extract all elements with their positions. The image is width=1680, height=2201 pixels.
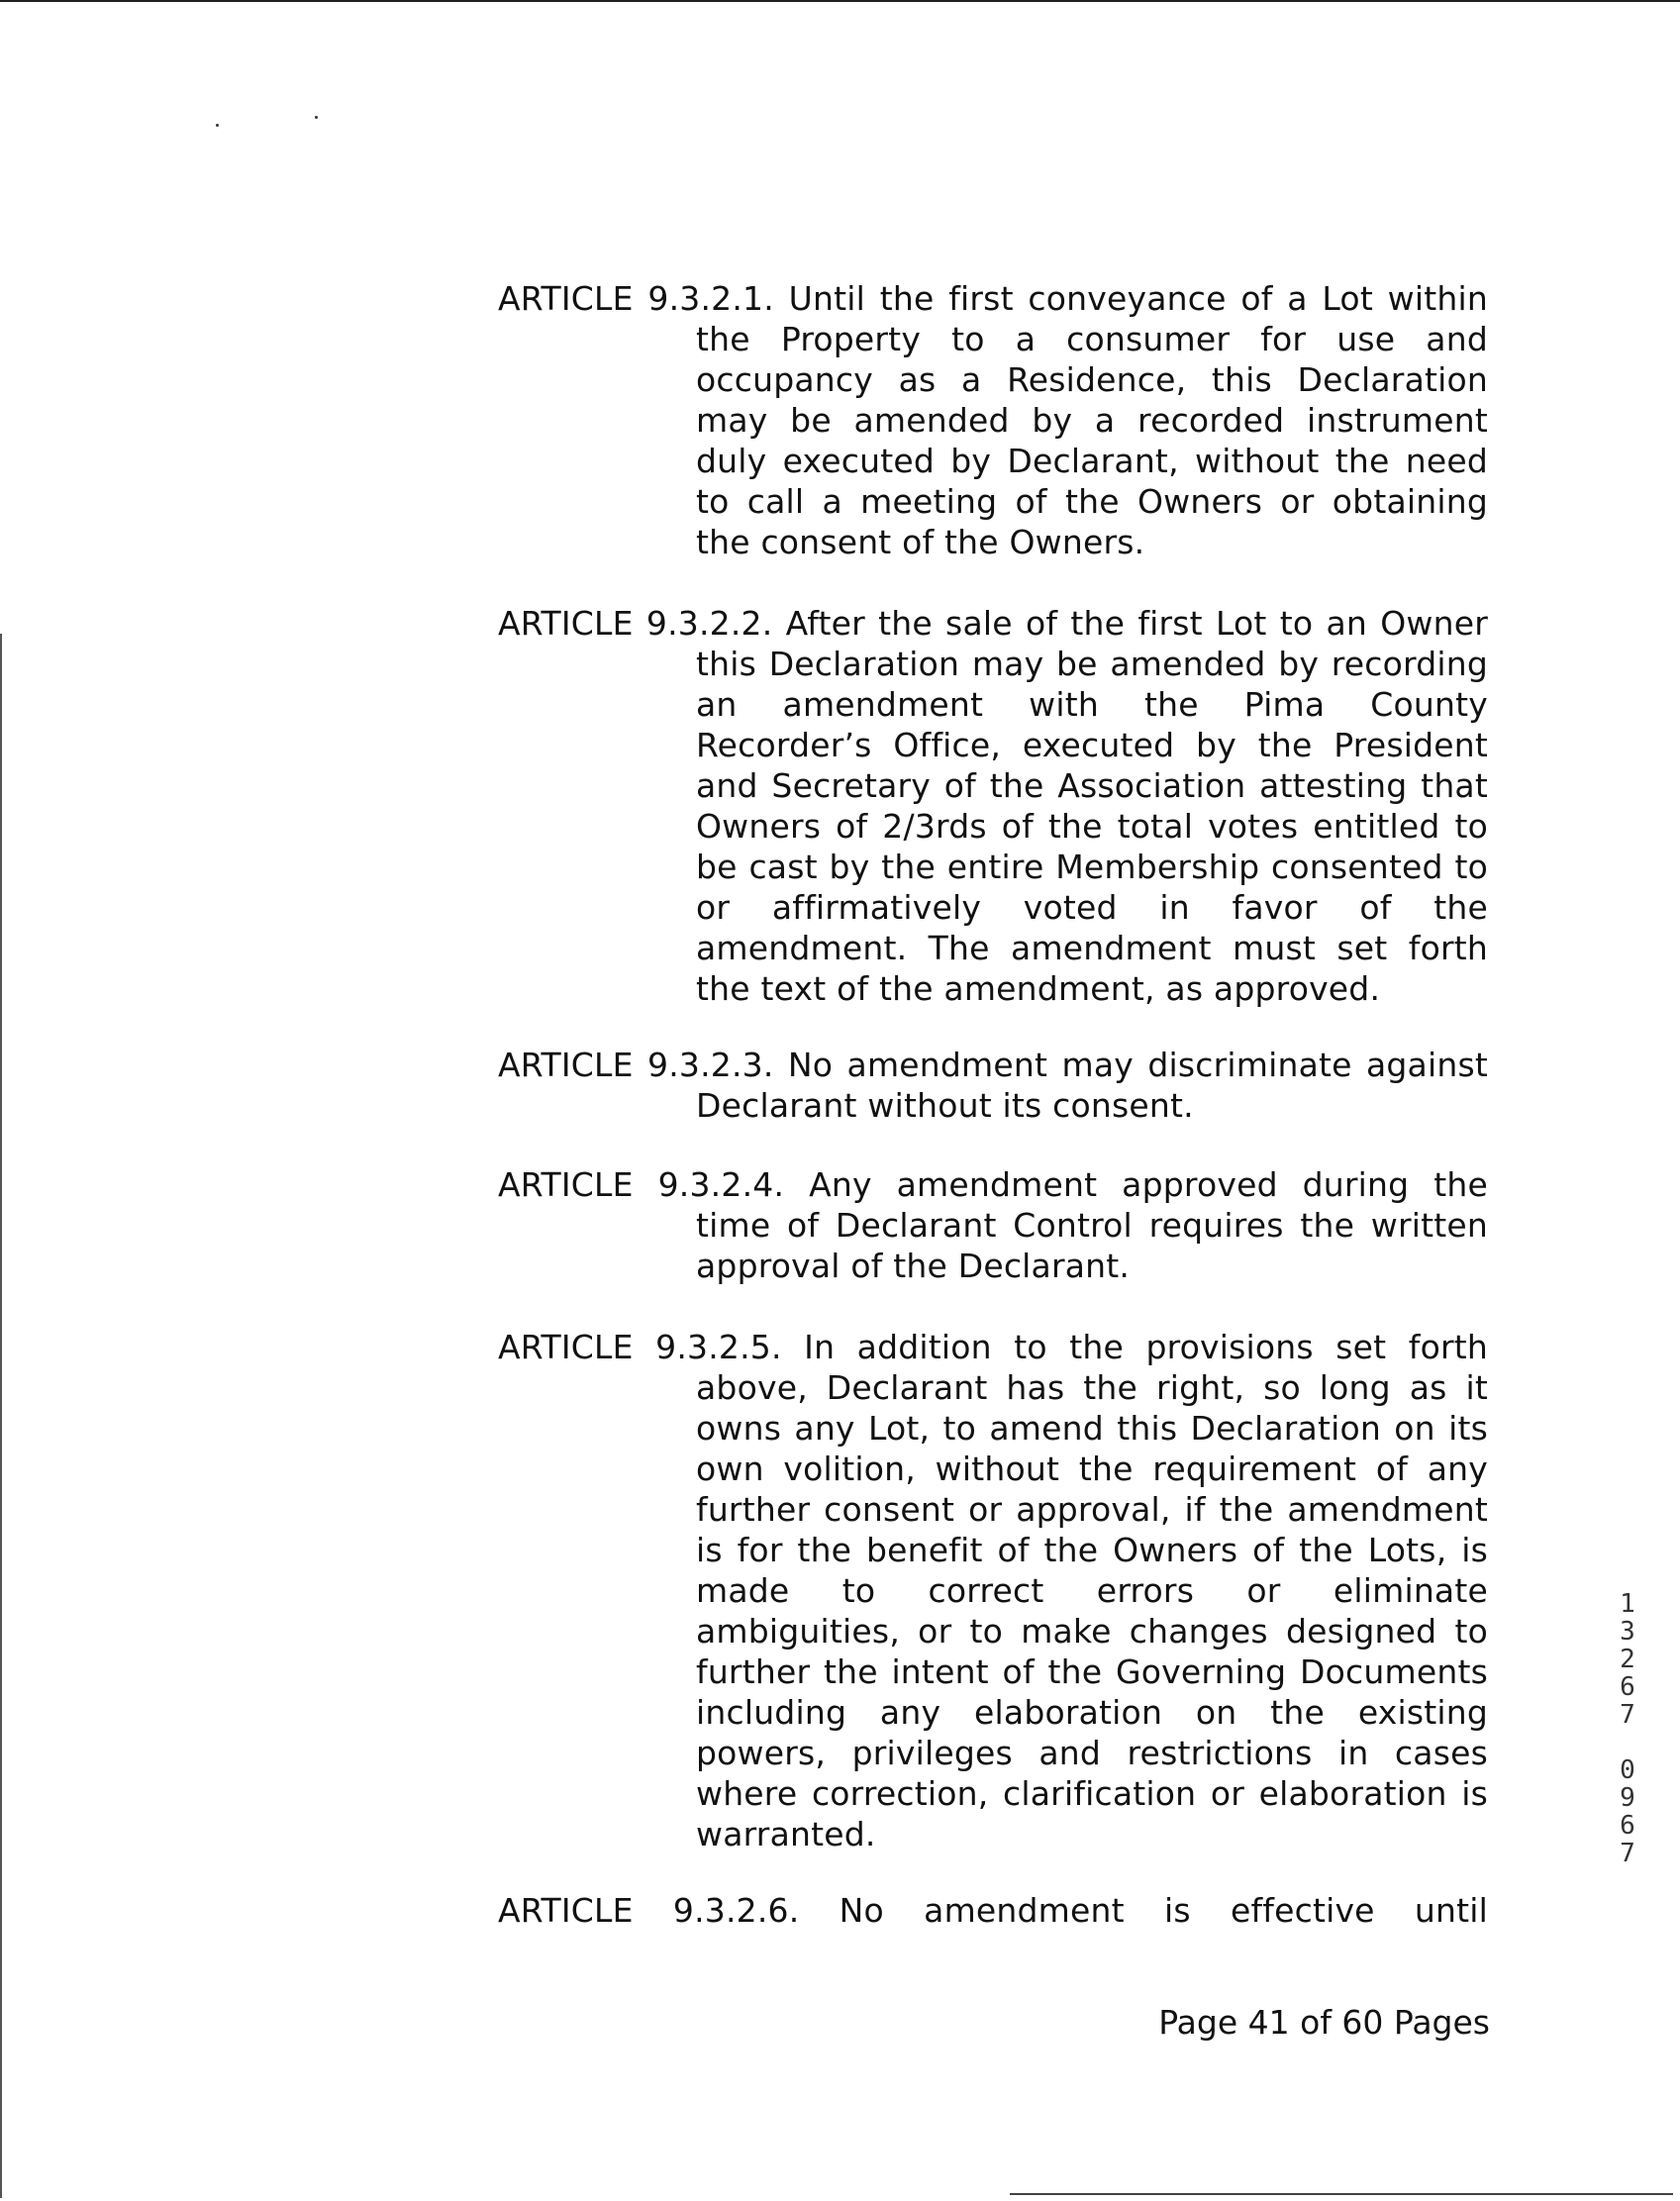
article-9-3-2-4 [498,1164,1488,1286]
scan-edge-bottom [1010,2193,1673,2195]
article-number: ARTICLE 9.3.2.1. [498,279,774,318]
scan-edge-top [0,0,1680,2]
article-text: Any amendment approved during the time of Declarant Control requires the written approval of the Declarant. [696,1165,1488,1285]
article-9-3-2-1 [498,278,1488,562]
article-text: After the sale of the first Lot to an Owner this Declaration may be amended by recording an amendment with the Pima County Recorder’s Office, executed by the President and Secretary of the Association attesting that Owners of 2/3rds of the total votes entitled to be cast by the entire Membership consented to or affirmatively voted in favor of the amendment. The amendment must set forth the text of the amendment, as approved. [696,604,1488,1008]
article-9-3-2-2 [498,603,1488,1009]
article-9-3-2-6 [498,1890,1488,1931]
article-text: No amendment is effective until [839,1891,1489,1930]
scan-speck [216,124,219,127]
article-number: ARTICLE 9.3.2.3. [498,1046,774,1084]
article-number: ARTICLE 9.3.2.2. [498,604,773,643]
article-number: ARTICLE 9.3.2.6. [498,1891,800,1930]
scan-speck [315,116,318,119]
page-number-footer: Page 41 of 60 Pages [1158,2003,1490,2042]
article-text: In addition to the provisions set forth above, Declarant has the right, so long as it owns any Lot, to amend this Declaration on its own volition, without the requirement of any further consent or approval, if the amendment is for the benefit of the Owners of the Lots, is made to correct errors or eliminate ambiguities, or to make changes designed to further the intent of the Governing Documents including any elaboration on the existing powers, privileges and restrictions in cases where correction, clarification or elaboration is warranted. [696,1328,1488,1853]
article-9-3-2-5 [498,1327,1488,1854]
article-number: ARTICLE 9.3.2.4. [498,1165,785,1204]
article-number: ARTICLE 9.3.2.5. [498,1328,782,1366]
article-text: No amendment may discriminate against Declarant without its consent. [696,1046,1488,1125]
article-9-3-2-3 [498,1045,1488,1126]
article-text: Until the first conveyance of a Lot within the Property to a consumer for use and occupancy as a Residence, this Declaration may be amended by a recorded instrument duly executed by Declarant, without the need to call a meeting of the Owners or obtaining the consent of the Owners. [696,279,1488,561]
recording-stamp: 13267 0967 [1613,1589,1642,1866]
scan-edge-left [0,634,2,2198]
